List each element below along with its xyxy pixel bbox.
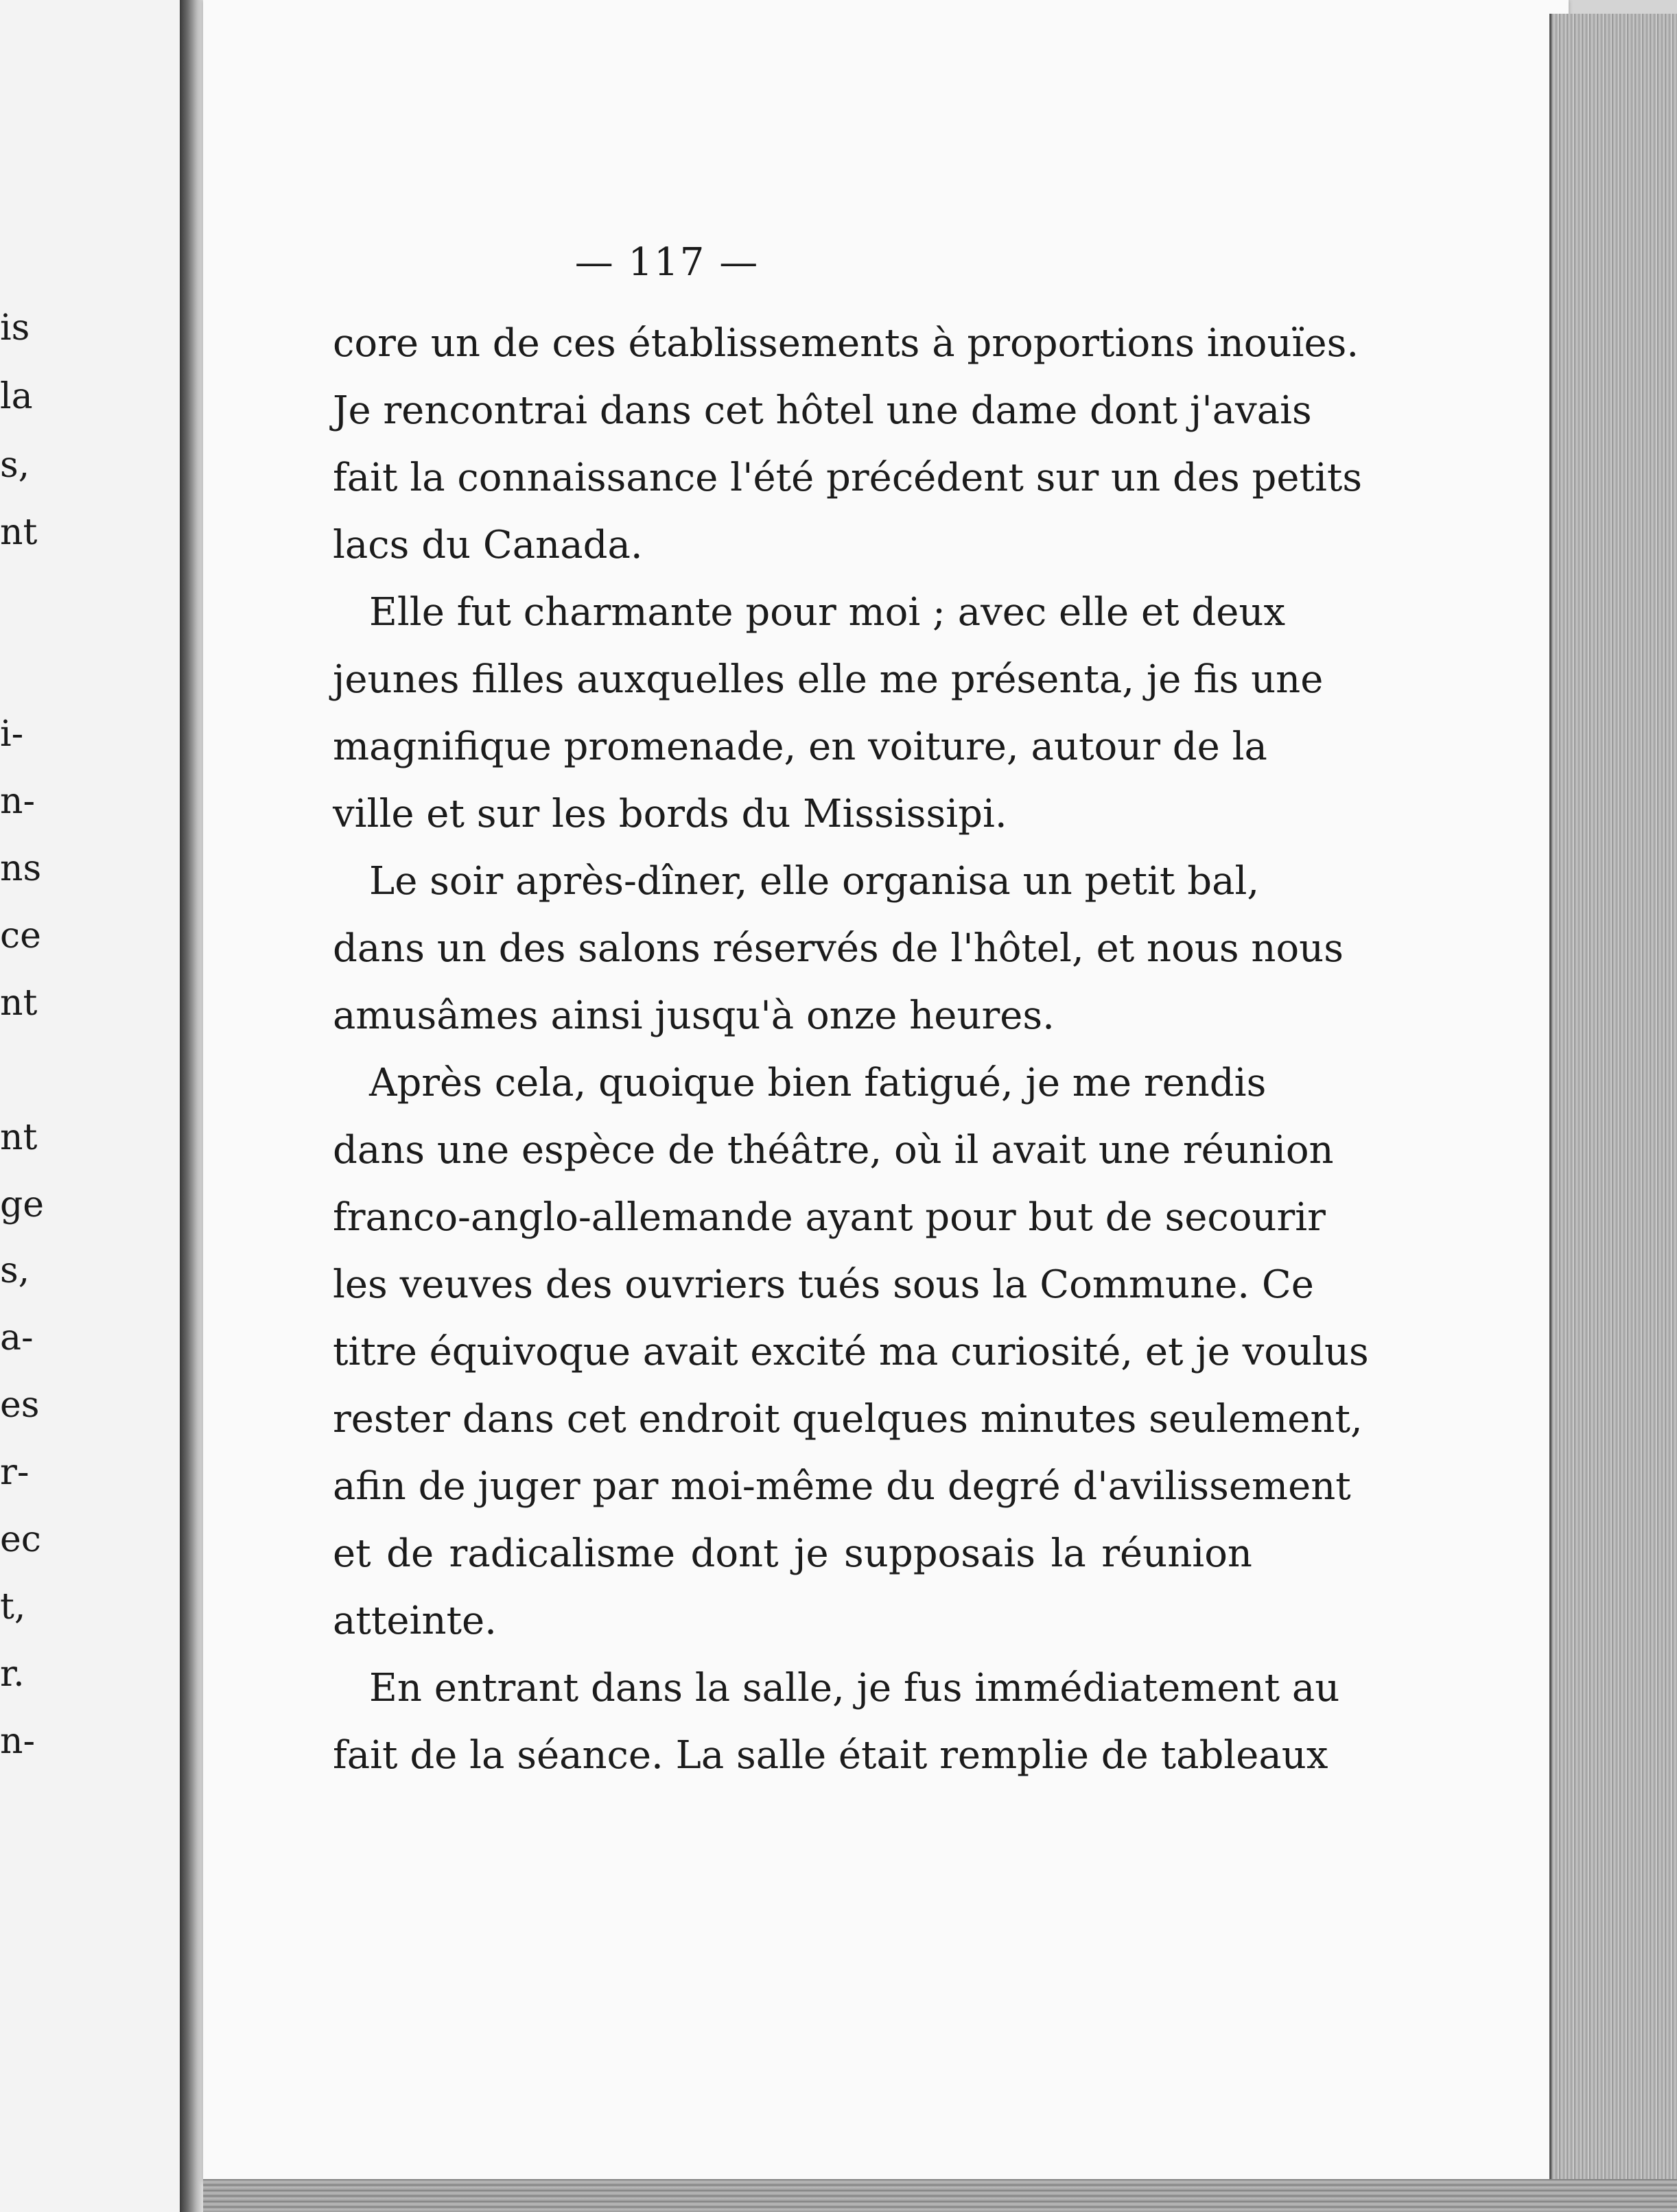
- left-page-fragment: nt: [0, 983, 38, 1024]
- text-line: amusâmes ainsi jusqu'à onze heures.: [333, 993, 1055, 1038]
- left-page-fragment: r.: [0, 1654, 25, 1695]
- paragraph-first-line: Après cela, quoique bien fatigué, je me rendis: [369, 1061, 1267, 1105]
- text-line: core un de ces établissements à proportions inouïes.: [333, 321, 1359, 366]
- left-page-fragment: s,: [0, 445, 30, 486]
- left-page-fragment: ce: [0, 915, 41, 956]
- left-page-fragment: nt: [0, 512, 38, 553]
- left-page-fragment: is: [0, 307, 30, 349]
- text-line: ville et sur les bords du Mississipi.: [333, 792, 1007, 836]
- left-page-fragment: ge: [0, 1184, 45, 1225]
- paragraph-first-line: Le soir après-dîner, elle organisa un petit bal,: [369, 859, 1260, 904]
- text-line: lacs du Canada.: [333, 523, 643, 567]
- page-number-text: — 117 —: [574, 240, 760, 285]
- left-page-fragment: r-: [0, 1452, 30, 1493]
- page-block-edges: [1549, 14, 1677, 2189]
- text-line: franco-anglo-allemande ayant pour but de secourir: [333, 1195, 1326, 1240]
- left-page-fragment: t,: [0, 1586, 26, 1627]
- left-page-fragment: es: [0, 1385, 40, 1426]
- page-bottom-edge: [203, 2179, 1677, 2212]
- left-page-fragment: la: [0, 376, 33, 417]
- text-line: les veuves des ouvriers tués sous la Commune. Ce: [333, 1262, 1314, 1307]
- book-gutter: [180, 0, 204, 2212]
- left-page-fragment: i-: [0, 714, 24, 755]
- paragraph-first-line: Elle fut charmante pour moi ; avec elle et deux: [369, 590, 1286, 635]
- left-page-fragment: ns: [0, 848, 42, 889]
- left-page-fragment: ec: [0, 1519, 41, 1560]
- left-page-edge: [0, 0, 180, 2212]
- left-page-fragment: nt: [0, 1117, 38, 1158]
- text-line: fait de la séance. La salle était remplie de tableaux: [333, 1733, 1328, 1778]
- text-line: dans une espèce de théâtre, où il avait une réunion: [333, 1128, 1334, 1173]
- text-line: titre équivoque avait excité ma curiosité, et je voulus: [333, 1330, 1369, 1374]
- left-page-fragment: n-: [0, 1721, 36, 1762]
- text-line: fait la connaissance l'été précédent sur un des petits: [333, 456, 1363, 500]
- left-page-fragment: n-: [0, 781, 36, 822]
- left-page-fragment: a-: [0, 1317, 34, 1358]
- text-line: rester dans cet endroit quelques minutes seulement,: [333, 1397, 1363, 1442]
- text-line: dans un des salons réservés de l'hôtel, et nous nous: [333, 926, 1344, 971]
- paragraph-first-line: En entrant dans la salle, je fus immédiatement au: [369, 1666, 1340, 1710]
- text-line: jeunes filles auxquelles elle me présenta, je fis une: [333, 657, 1324, 702]
- text-line: atteinte.: [333, 1599, 497, 1643]
- text-line: Je rencontrai dans cet hôtel une dame dont j'avais: [333, 388, 1312, 433]
- text-line: et de radicalisme dont je supposais la réunion: [333, 1531, 1252, 1576]
- page-number: [0, 240, 1677, 285]
- left-page-fragment: s,: [0, 1250, 30, 1291]
- text-line: magnifique promenade, en voiture, autour de la: [333, 725, 1267, 769]
- text-line: afin de juger par moi-même du degré d'avilissement: [333, 1464, 1351, 1509]
